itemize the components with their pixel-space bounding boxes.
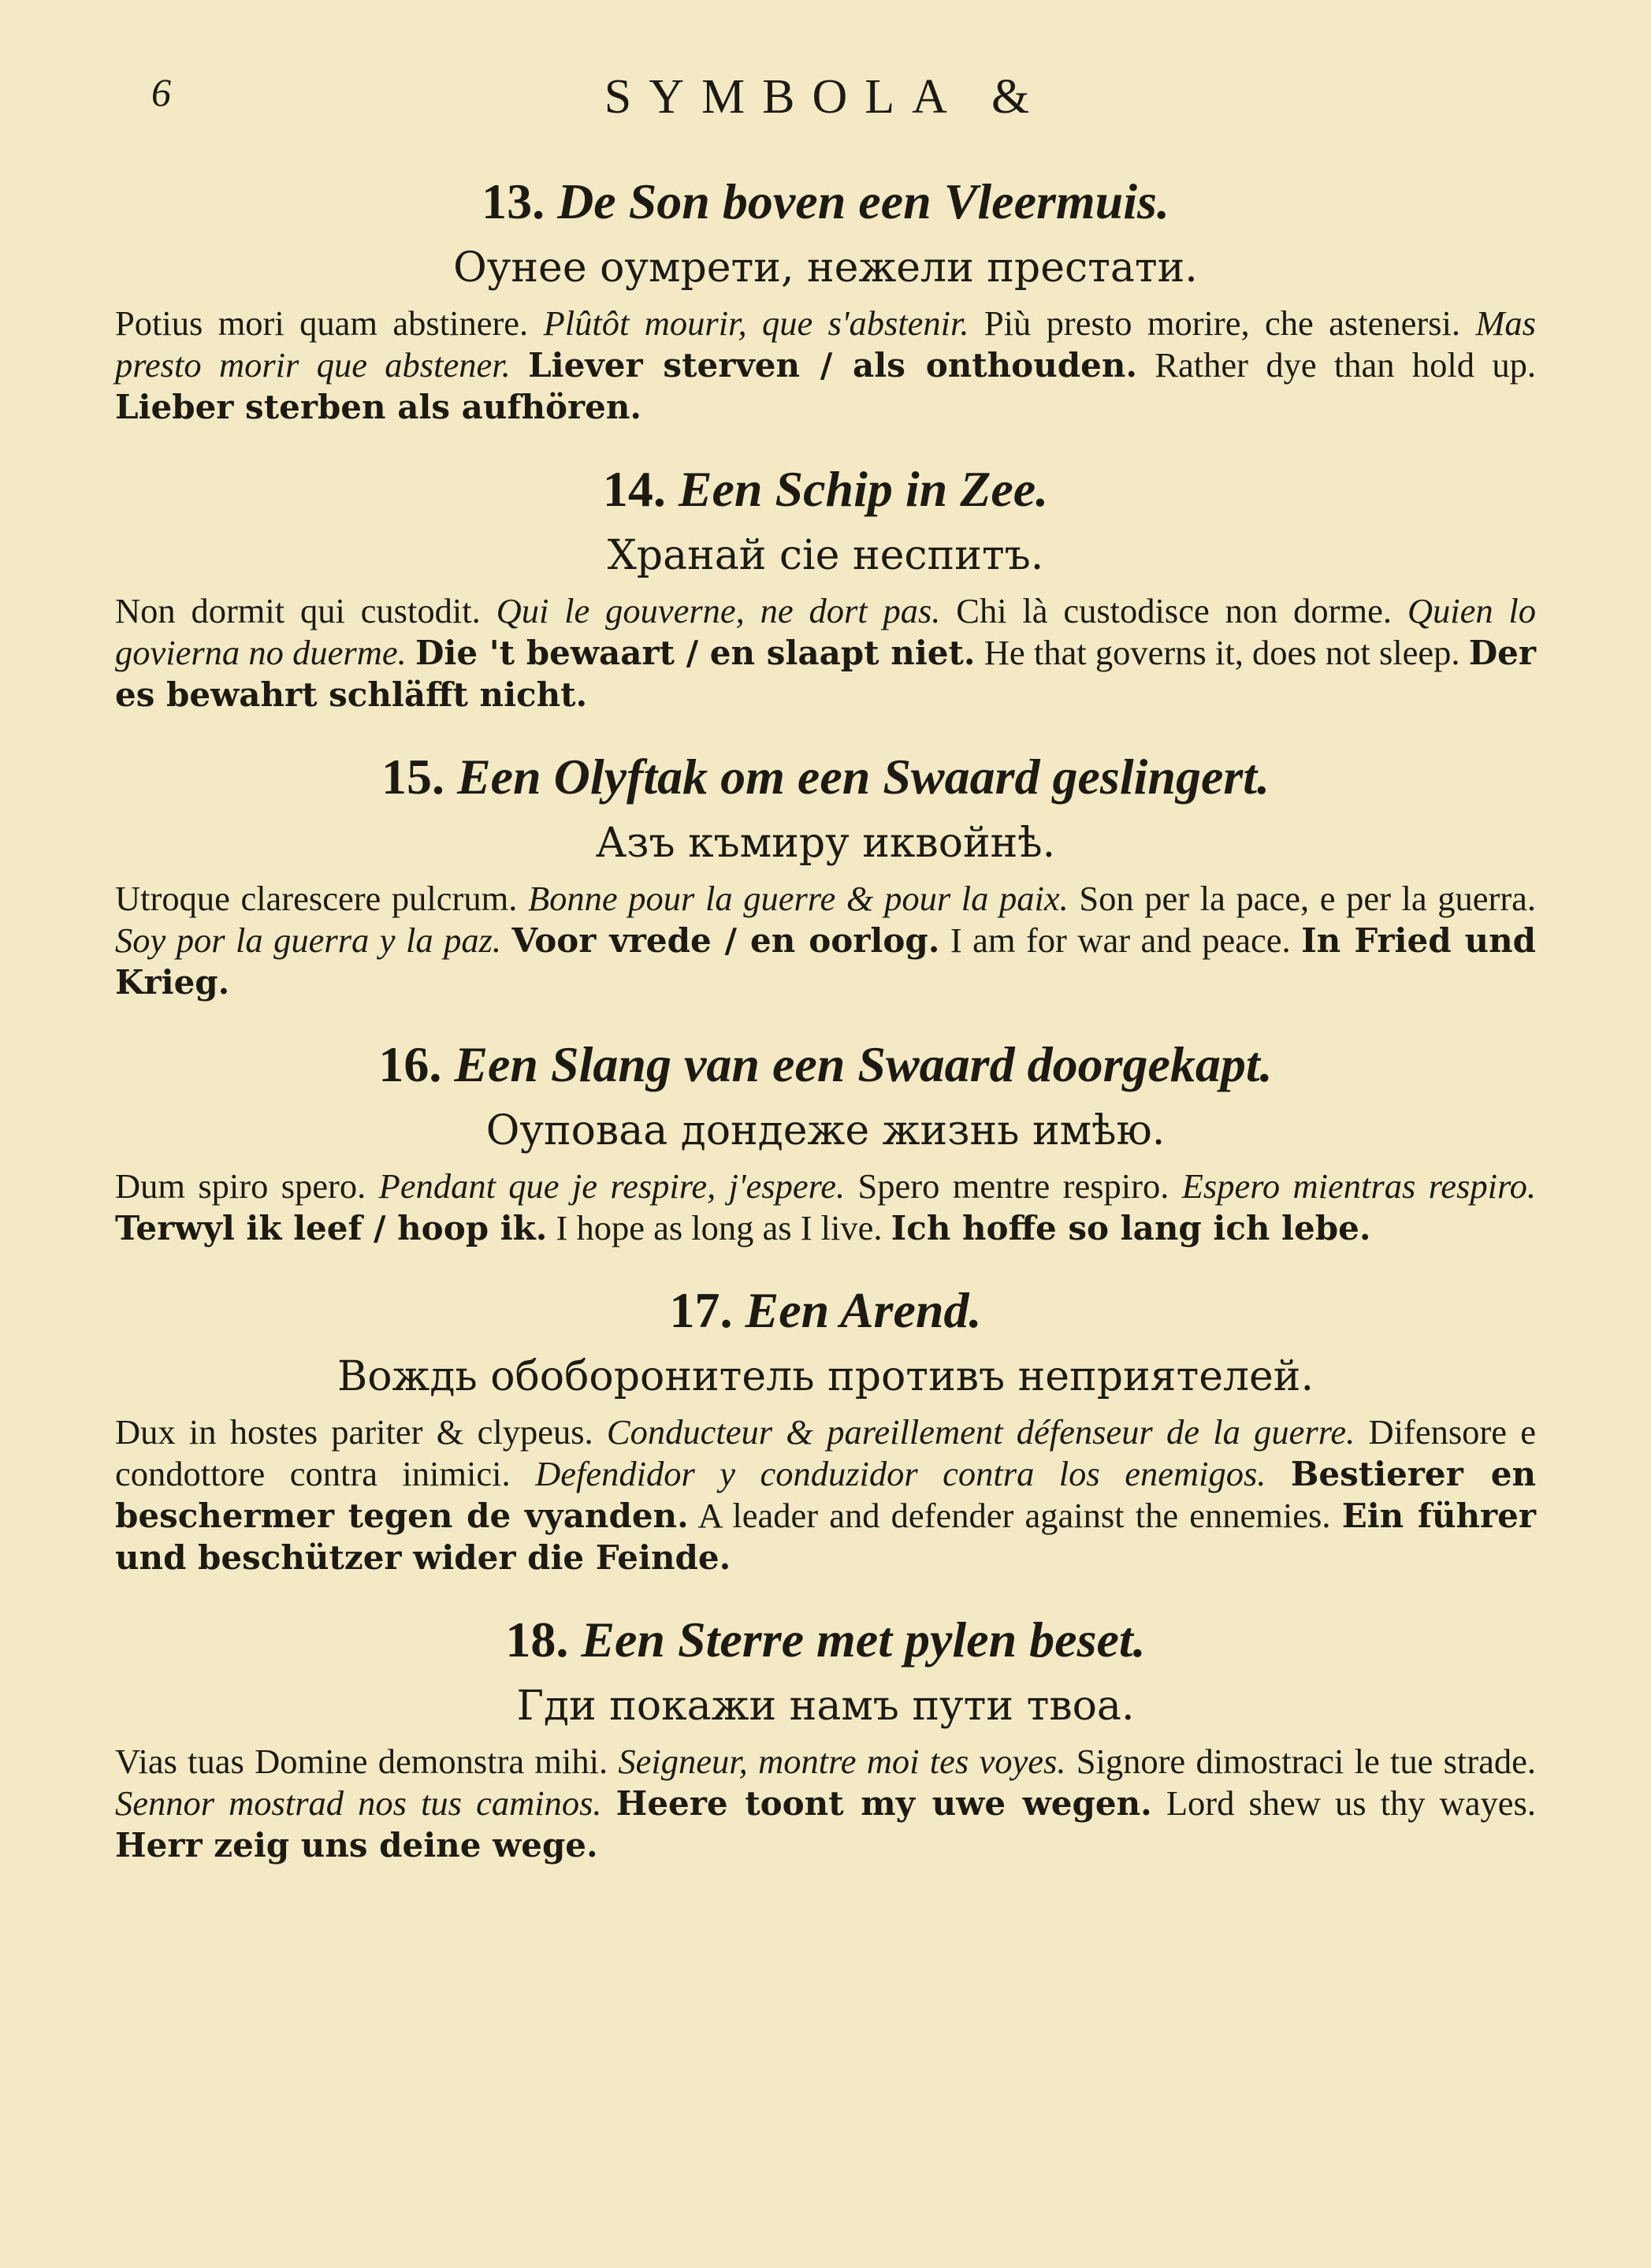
- german-motto: Ich hoffe so lang ich lebe.: [891, 1209, 1371, 1247]
- dutch-motto: Terwyl ik leef / hoop ik.: [115, 1209, 548, 1247]
- dutch-motto: Liever sterven / als onthouden.: [528, 346, 1137, 385]
- german-motto: Lieber sterben als aufhören.: [115, 388, 642, 426]
- entry-title-text: Een Arend.: [745, 1282, 982, 1338]
- entry-title-text: Een Olyftak om een Swaard geslingert.: [456, 749, 1270, 805]
- motto-translations: [115, 1411, 1536, 1578]
- entry-number: 14.: [602, 461, 666, 517]
- entry-title: [115, 458, 1536, 521]
- dutch-motto: Bestierer en beschermer tegen de vyanden.: [115, 1455, 1536, 1535]
- entry-number: 13.: [482, 173, 545, 229]
- italian-motto: Chi là custodisce non dorme.: [956, 591, 1392, 630]
- entry-title-text: Een Sterre met pylen beset.: [581, 1612, 1146, 1668]
- french-motto: Pendant que je respire, j'espere.: [378, 1166, 846, 1206]
- spanish-motto: Sennor mostrad nos tus caminos.: [115, 1783, 602, 1823]
- german-motto: Der es bewahrt schläfft nicht.: [115, 634, 1537, 714]
- italian-motto: Spero mentre respiro.: [857, 1166, 1169, 1206]
- running-title: SYMBOLA &: [604, 70, 1047, 124]
- entry-number: 18.: [505, 1612, 569, 1668]
- italian-motto: Signore dimostraci le tue strade.: [1076, 1742, 1536, 1781]
- french-motto: Plûtôt mourir, que s'abstenir.: [543, 303, 969, 343]
- dutch-motto: Die 't bewaart / en slaapt niet.: [415, 634, 976, 672]
- slavonic-motto: Оуповаа дондеже жизнь имѣю.: [485, 1107, 1166, 1154]
- french-motto: Bonne pour la guerre & pour la paix.: [527, 879, 1069, 918]
- entry-title: [115, 1033, 1536, 1096]
- german-motto: In Fried und Krieg.: [115, 921, 1536, 1002]
- french-motto: Qui le gouverne, ne dort pas.: [496, 591, 941, 630]
- slavonic-motto: Вождь обоборонитель противъ неприятелей.: [337, 1353, 1314, 1400]
- spanish-motto: Espero mientras respiro.: [1181, 1166, 1537, 1206]
- motto-translations: [115, 878, 1536, 1003]
- spanish-motto: Soy por la guerra y la paz.: [115, 920, 502, 960]
- english-motto: A leader and defender against the ennemies.: [697, 1496, 1331, 1535]
- spanish-motto: Mas presto morir que abstener.: [115, 303, 1536, 385]
- emblem-entry: [115, 1608, 1536, 1866]
- latin-motto: Non dormit qui custodit.: [115, 591, 481, 630]
- dutch-motto: Heere toont my uwe wegen.: [615, 1784, 1152, 1823]
- motto-translations: [115, 1741, 1536, 1866]
- entry-title-text: De Son boven een Vleermuis.: [557, 173, 1169, 229]
- entry-number: 15.: [381, 749, 444, 805]
- spanish-motto: Defendidor y conduzidor contra los enemigos.: [535, 1454, 1266, 1493]
- french-motto: Conducteur & pareillement défenseur de la guerre.: [606, 1412, 1355, 1452]
- slavonic-motto: Гди покажи намъ пути твоа.: [516, 1682, 1135, 1730]
- english-motto: He that governs it, does not sleep.: [984, 633, 1460, 672]
- page-header: [115, 69, 1536, 140]
- emblem-entry: [115, 745, 1536, 1003]
- latin-motto: Vias tuas Domine demonstra mihi.: [115, 1742, 608, 1781]
- entry-number: 16.: [378, 1036, 442, 1092]
- italian-motto: Difensore e condottore contra inimici.: [115, 1412, 1537, 1493]
- latin-motto: Utroque clarescere pulcrum.: [115, 879, 518, 918]
- slavonic-motto: Азъ къмиру иквойнѣ.: [595, 820, 1056, 867]
- spanish-motto: Quien lo govierna no duerme.: [115, 591, 1537, 672]
- entry-title: [115, 1279, 1536, 1342]
- german-motto: Ein führer und beschützer wider die Feinde.: [115, 1497, 1537, 1577]
- entry-number: 17.: [669, 1282, 733, 1338]
- emblem-entry: [115, 458, 1536, 716]
- page-number: 6: [151, 70, 171, 114]
- latin-motto: Dum spiro spero.: [115, 1166, 366, 1206]
- entry-title: [115, 170, 1536, 233]
- entry-title: [115, 745, 1536, 809]
- entry-title-text: Een Schip in Zee.: [678, 461, 1049, 517]
- italian-motto: Son per la pace, e per la guerra.: [1079, 879, 1537, 918]
- english-motto: Lord shew us thy wayes.: [1166, 1783, 1536, 1823]
- german-motto: Herr zeig uns deine wege.: [115, 1826, 598, 1865]
- latin-motto: Potius mori quam abstinere.: [115, 303, 529, 343]
- slavonic-motto: Хранай сiе неспитъ.: [607, 532, 1044, 579]
- motto-translations: [115, 590, 1536, 716]
- emblem-entry: [115, 170, 1536, 428]
- motto-translations: [115, 303, 1536, 428]
- english-motto: I am for war and peace.: [950, 920, 1291, 960]
- entry-title: [115, 1608, 1536, 1671]
- french-motto: Seigneur, montre moi tes voyes.: [618, 1742, 1066, 1781]
- english-motto: Rather dye than hold up.: [1155, 345, 1536, 385]
- slavonic-motto: Оунее оумрети, нежели престати.: [453, 244, 1198, 292]
- italian-motto: Più presto morire, che astenersi.: [984, 303, 1460, 343]
- dutch-motto: Voor vrede / en oorlog.: [511, 921, 940, 960]
- latin-motto: Dux in hostes pariter & clypeus.: [115, 1412, 593, 1452]
- motto-translations: [115, 1166, 1536, 1249]
- english-motto: I hope as long as I live.: [556, 1208, 883, 1247]
- entry-title-text: Een Slang van een Swaard doorgekapt.: [454, 1036, 1273, 1092]
- emblem-entry: [115, 1279, 1536, 1578]
- emblem-entry: [115, 1033, 1536, 1249]
